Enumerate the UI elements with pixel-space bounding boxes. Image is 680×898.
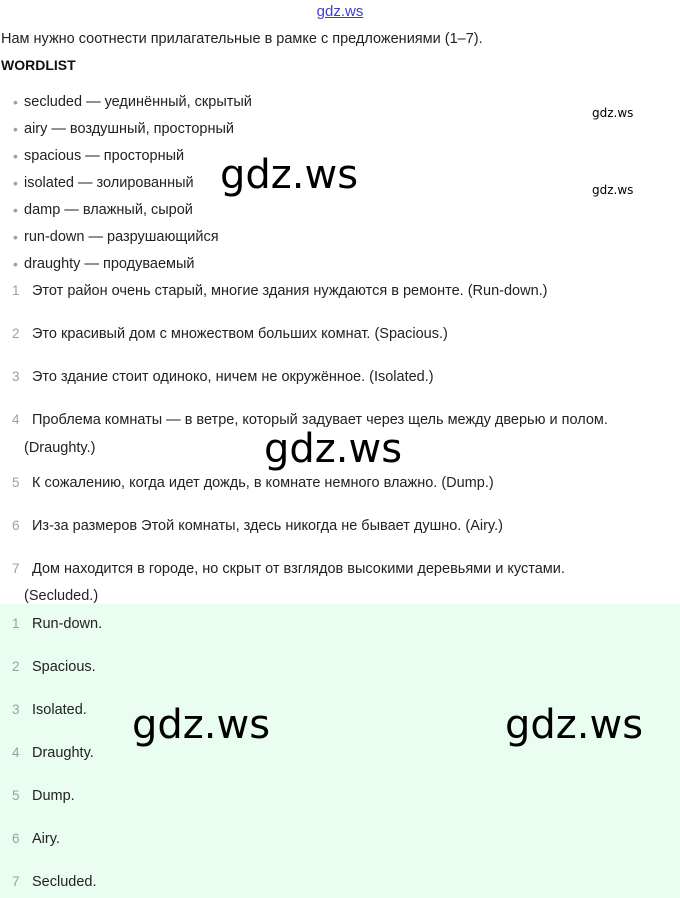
wordlist-heading: WORDLIST [1, 57, 76, 73]
bullet-icon: • [13, 94, 18, 110]
question-number: 6 [12, 518, 20, 533]
bullet-icon: • [13, 121, 18, 137]
question-number: 7 [12, 561, 20, 576]
bullet-icon: • [13, 256, 18, 272]
watermark: gdz.ws [264, 426, 403, 472]
watermark: gdz.ws [505, 702, 644, 748]
answer-number: 5 [12, 788, 20, 803]
watermark: gdz.ws [132, 702, 271, 748]
answer-number: 2 [12, 659, 20, 674]
question-text: К сожалению, когда идет дождь, в комнате немного влажно. (Dump.) [32, 475, 494, 491]
answer-number: 4 [12, 745, 20, 760]
answer-text: Airy. [32, 831, 60, 847]
answer-text: Spacious. [32, 659, 96, 675]
answer-text: Isolated. [32, 702, 87, 718]
question-text: Этот район очень старый, многие здания нуждаются в ремонте. (Run-down.) [32, 283, 548, 299]
wordlist-item: • airy — воздушный, просторный [13, 121, 234, 137]
answer-number: 1 [12, 616, 20, 631]
answer-number: 6 [12, 831, 20, 846]
question-number: 4 [12, 412, 20, 427]
wordlist-item: • secluded — уединённый, скрытый [13, 94, 252, 110]
question-number: 5 [12, 475, 20, 490]
watermark: gdz.ws [592, 106, 634, 120]
question-text: Это здание стоит одиноко, ничем не окружённое. (Isolated.) [32, 369, 434, 385]
watermark: gdz.ws [220, 152, 359, 198]
wordlist-item: • draughty — продуваемый [13, 256, 195, 272]
answer-number: 3 [12, 702, 20, 717]
task-instruction: Нам нужно соотнести прилагательные в рамке с предложениями (1–7). [1, 31, 483, 47]
answer-text: Run-down. [32, 616, 103, 632]
wordlist-item: • spacious — просторный [13, 148, 185, 164]
question-number: 3 [12, 369, 20, 384]
bullet-icon: • [13, 229, 18, 245]
question-text-continuation: (Secluded.) [24, 588, 99, 604]
site-link[interactable]: gdz.ws [316, 3, 364, 20]
answer-text: Secluded. [32, 874, 97, 890]
bullet-icon: • [13, 148, 18, 164]
bullet-icon: • [13, 202, 18, 218]
wordlist-item: • isolated — золированный [13, 175, 194, 191]
wordlist [0, 92, 252, 281]
answer-text: Draughty. [32, 745, 94, 761]
question-text: Это красивый дом с множеством больших комнат. (Spacious.) [32, 326, 448, 342]
answer-text: Dump. [32, 788, 75, 804]
answers-block [0, 604, 680, 898]
question-text: Проблема комнаты — в ветре, который задувает через щель между дверью и полом. [32, 412, 608, 428]
bullet-icon: • [13, 175, 18, 191]
watermark: gdz.ws [592, 183, 634, 197]
question-text: Из-за размеров Этой комнаты, здесь никогда не бывает душно. (Airy.) [32, 518, 503, 534]
wordlist-item: • run-down — разрушающийся [13, 229, 219, 245]
question-number: 1 [12, 283, 20, 298]
wordlist-item: • damp — влажный, сырой [13, 202, 193, 218]
question-number: 2 [12, 326, 20, 341]
question-text: Дом находится в городе, но скрыт от взглядов высокими деревьями и кустами. [32, 561, 565, 577]
answer-number: 7 [12, 874, 20, 889]
question-text-continuation: (Draughty.) [24, 440, 96, 456]
